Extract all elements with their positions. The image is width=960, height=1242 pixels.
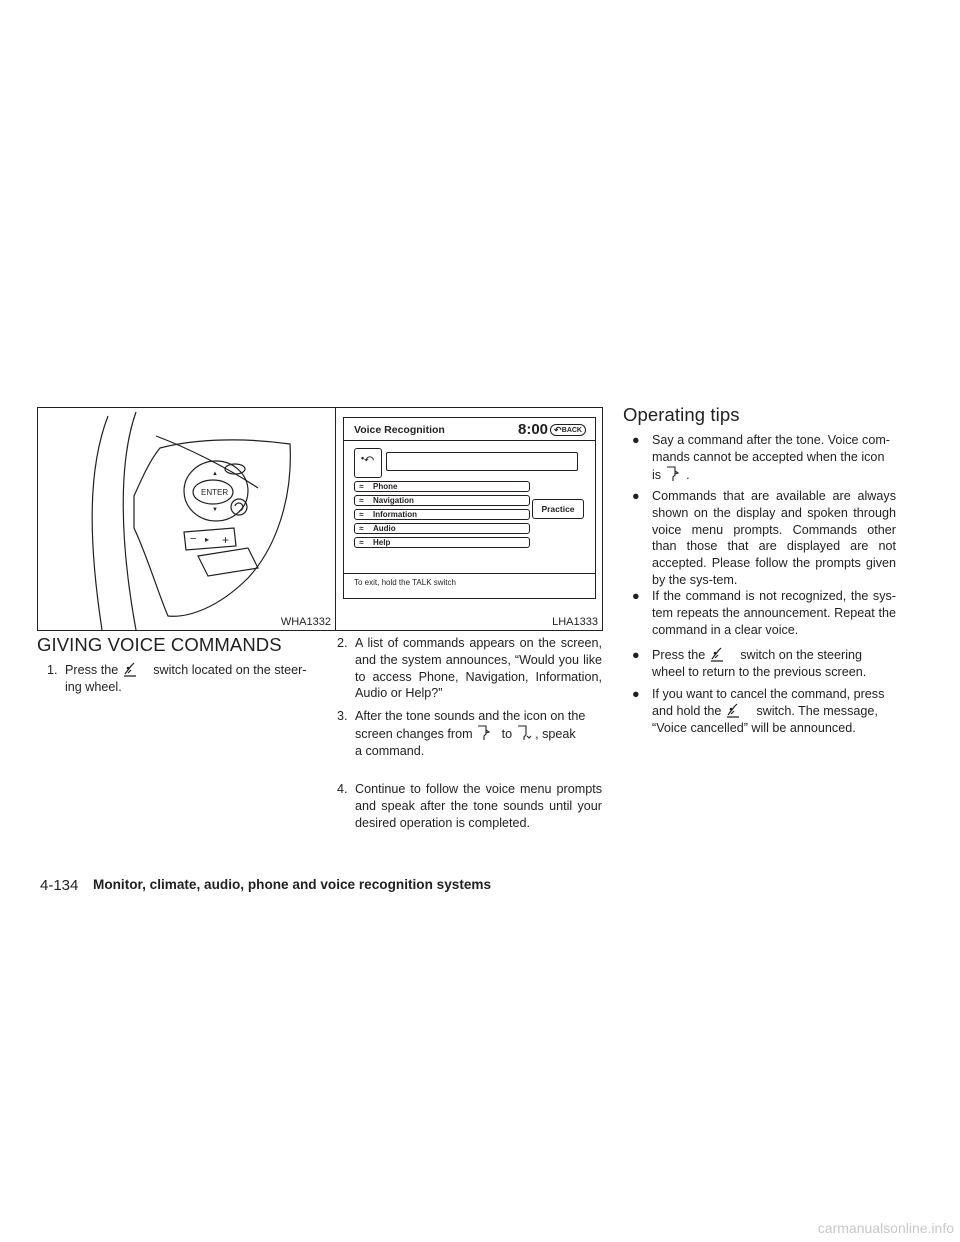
speak-icon bbox=[476, 725, 490, 741]
menu-item-help[interactable]: ≈ Help bbox=[354, 537, 530, 548]
voice-command-icon: ≈ bbox=[359, 524, 364, 533]
talk-switch-icon bbox=[709, 647, 725, 662]
svg-text:▸: ▸ bbox=[205, 535, 210, 544]
back-button[interactable] bbox=[550, 424, 586, 436]
figure-code: WHA1332 bbox=[280, 616, 331, 628]
voice-command-icon: ≈ bbox=[359, 538, 364, 547]
voice-command-icon: ≈ bbox=[359, 496, 364, 505]
footer-divider bbox=[344, 573, 595, 574]
figure-code: LHA1333 bbox=[552, 616, 598, 628]
voice-status-icon: •⤺ bbox=[354, 448, 382, 478]
svg-text:▲: ▲ bbox=[212, 471, 218, 477]
enter-label: ENTER bbox=[201, 488, 229, 497]
page-number: 4-134 bbox=[40, 877, 79, 894]
header-divider bbox=[344, 440, 595, 441]
steering-wheel-illustration bbox=[38, 408, 335, 630]
screen-footer-text: To exit, hold the TALK switch bbox=[354, 578, 456, 587]
menu-item-navigation[interactable]: ≈ Navigation bbox=[354, 495, 530, 506]
menu-item-information[interactable]: ≈ Information bbox=[354, 509, 530, 520]
voice-command-icon: ≈ bbox=[359, 510, 364, 519]
back-arrow-icon: ↶ bbox=[554, 425, 562, 435]
watermark: carmanualsonline.info bbox=[817, 1220, 954, 1236]
section-heading-operating-tips: Operating tips bbox=[623, 404, 740, 425]
menu-item-phone[interactable]: ≈ Phone bbox=[354, 481, 530, 492]
step-number: 1. bbox=[47, 663, 58, 677]
voice-input-field bbox=[386, 452, 578, 471]
volume-plus-label: + bbox=[222, 533, 230, 547]
speak-icon bbox=[665, 466, 679, 482]
practice-button[interactable]: Practice bbox=[532, 499, 584, 519]
screen-clock: 8:00 bbox=[518, 421, 549, 438]
menu-item-audio[interactable]: ≈ Audio bbox=[354, 523, 530, 534]
screen-title: Voice Recognition bbox=[354, 424, 445, 436]
steering-wheel-figure bbox=[37, 407, 336, 631]
chapter-title: Monitor, climate, audio, phone and voice recognition systems bbox=[93, 877, 492, 892]
talk-switch-icon bbox=[122, 662, 138, 677]
screen-frame bbox=[343, 417, 596, 599]
volume-minus-label: − bbox=[190, 533, 197, 545]
voice-recognition-screen-figure bbox=[335, 407, 603, 631]
voice-command-icon: ≈ bbox=[359, 482, 364, 491]
listening-icon bbox=[516, 725, 532, 741]
back-label: BACK bbox=[561, 427, 582, 434]
section-heading-giving-voice-commands: GIVING VOICE COMMANDS bbox=[37, 634, 282, 655]
svg-text:▼: ▼ bbox=[212, 507, 218, 513]
talk-switch-icon bbox=[725, 703, 741, 718]
